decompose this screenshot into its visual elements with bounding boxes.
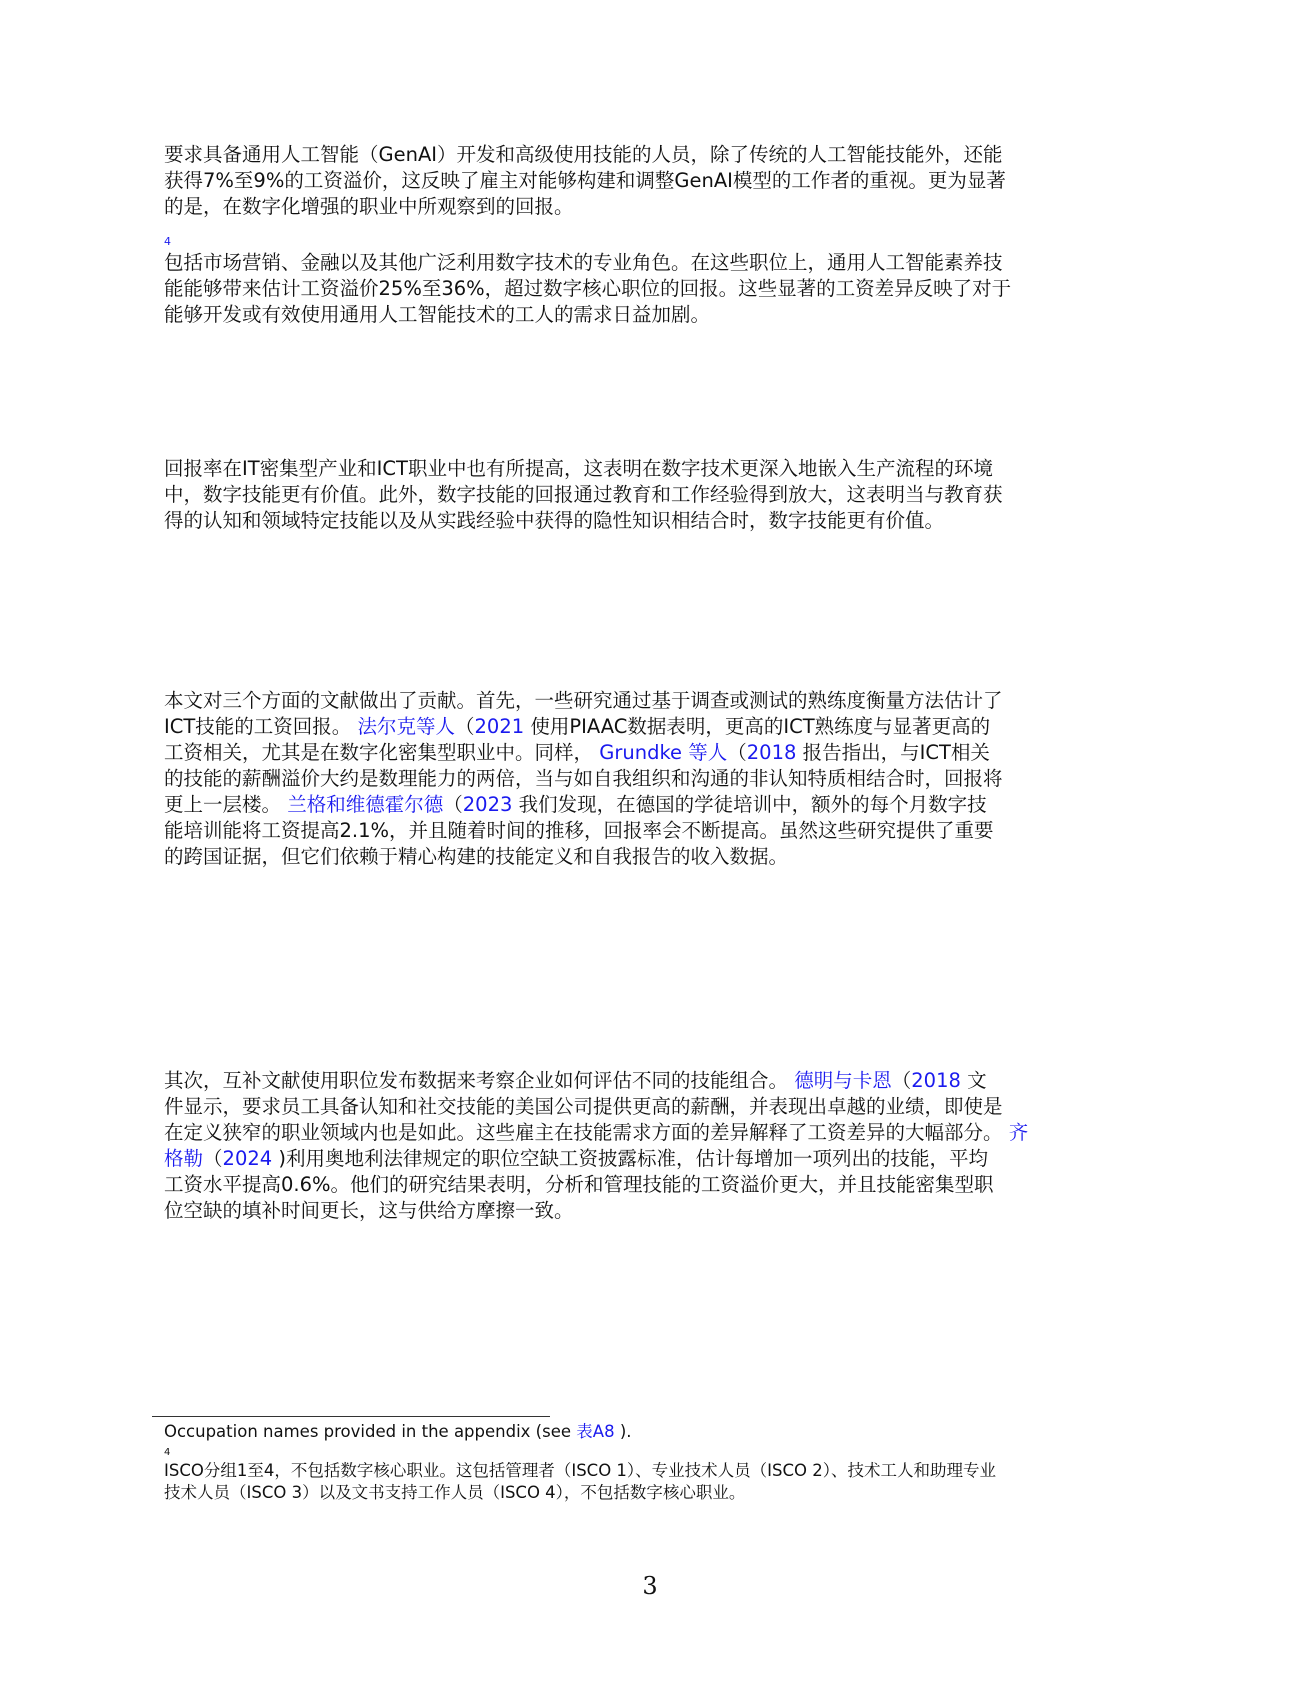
text-line: 要求具备通用人工智能（GenAI）开发和高级使用技能的人员，除了传统的人工智能技能外，还能 bbox=[164, 143, 1003, 166]
text-segment: 工资相关，尤其是在数字化密集型职业中。同样， bbox=[164, 741, 594, 764]
footnote-4 bbox=[164, 1460, 996, 1504]
footnote-divider bbox=[152, 1416, 550, 1417]
text-line: 得的认知和领域特定技能以及从实践经验中获得的隐性知识相结合时，数字技能更有价值。 bbox=[164, 509, 945, 532]
text-segment: ). bbox=[619, 1422, 632, 1441]
text-segment: 使用PIAAC数据表明，更高的ICT熟练度与显著更高的 bbox=[530, 715, 991, 738]
text-line: 的是，在数字化增强的职业中所观察到的回报。 bbox=[164, 195, 574, 218]
paragraph-it-intensive bbox=[164, 456, 1154, 534]
paragraph-literature-second bbox=[164, 1068, 1154, 1224]
text-line: 能够开发或有效使用通用人工智能技术的工人的需求日益加剧。 bbox=[164, 303, 711, 326]
paren: （ bbox=[443, 793, 463, 816]
citation-year-link[interactable]: 2024 bbox=[222, 1147, 273, 1170]
paragraph-genai-continuation bbox=[164, 250, 1154, 328]
text-line bbox=[164, 792, 1154, 818]
paren: （ bbox=[891, 1069, 912, 1092]
text-segment: Occupation names provided in the appendix (see bbox=[164, 1422, 572, 1441]
citation-author-link[interactable]: 德明与卡恩 bbox=[794, 1069, 892, 1092]
text-line: 技术人员（ISCO 3）以及文书支持工作人员（ISCO 4），不包括数字核心职业。 bbox=[164, 1483, 746, 1502]
text-line bbox=[164, 1120, 1154, 1146]
text-segment: 更上一层楼。 bbox=[164, 793, 282, 816]
citation-author-link[interactable]: Grundke 等人 bbox=[599, 741, 728, 764]
paren: （ bbox=[455, 715, 475, 738]
footnote-3 bbox=[164, 1421, 632, 1443]
citation-author-link[interactable]: 兰格和维德霍尔德 bbox=[287, 793, 444, 816]
text-line bbox=[164, 714, 1154, 740]
text-line: 工资水平提高0.6%。他们的研究结果表明，分析和管理技能的工资溢价更大，并且技能密集型职 bbox=[164, 1173, 994, 1196]
text-segment: 在定义狭窄的职业领域内也是如此。这些雇主在技能需求方面的差异解释了工资差异的大幅部分。 bbox=[164, 1121, 1003, 1144]
text-segment: ICT技能的工资回报。 bbox=[164, 715, 352, 738]
text-line bbox=[164, 1068, 1154, 1094]
text-segment: 其次，互补文献使用职位发布数据来考察企业如何评估不同的技能组合。 bbox=[164, 1069, 789, 1092]
text-line: 回报率在IT密集型产业和ICT职业中也有所提高，这表明在数字技术更深入地嵌入生产流程的环境 bbox=[164, 457, 993, 480]
text-line: 本文对三个方面的文献做出了贡献。首先，一些研究通过基于调查或测试的熟练度衡量方法估计了 bbox=[164, 689, 1003, 712]
text-segment: 报告指出，与ICT相关 bbox=[802, 741, 990, 764]
text-segment: 我们发现，在德国的学徒培训中，额外的每个月数字技 bbox=[518, 793, 987, 816]
text-line: 件显示，要求员工具备认知和社交技能的美国公司提供更高的薪酬，并表现出卓越的业绩，即使是 bbox=[164, 1095, 1003, 1118]
text-line: 位空缺的填补时间更长，这与供给方摩擦一致。 bbox=[164, 1199, 574, 1222]
text-segment: 文 bbox=[967, 1069, 987, 1092]
appendix-table-link[interactable]: 表A8 bbox=[576, 1422, 615, 1441]
text-line: 能培训能将工资提高2.1%，并且随着时间的推移，回报率会不断提高。虽然这些研究提供了重要 bbox=[164, 819, 994, 842]
paren: （ bbox=[727, 741, 747, 764]
text-line: 能能够带来估计工资溢价25%至36%，超过数字核心职位的回报。这些显著的工资差异反映了对于 bbox=[164, 277, 1012, 300]
text-line: 的跨国证据，但它们依赖于精心构建的技能定义和自我报告的收入数据。 bbox=[164, 845, 789, 868]
page-number: 3 bbox=[642, 1572, 658, 1600]
text-line: ISCO分组1至4，不包括数字核心职业。这包括管理者（ISCO 1）、专业技术人员（ISCO 2）、技术工人和助理专业 bbox=[164, 1461, 997, 1480]
citation-year-link[interactable]: 2023 bbox=[462, 793, 513, 816]
text-segment: )利用奥地利法律规定的职位空缺工资披露标准，估计每增加一项列出的技能，平均 bbox=[278, 1147, 988, 1170]
footnote-4-marker: 4 bbox=[164, 1447, 171, 1458]
citation-year-link[interactable]: 2018 bbox=[746, 741, 797, 764]
citation-author-link[interactable]: 法尔克等人 bbox=[357, 715, 455, 738]
text-line: 包括市场营销、金融以及其他广泛利用数字技术的专业角色。在这些职位上，通用人工智能素养技 bbox=[164, 251, 1003, 274]
paragraph-literature-first bbox=[164, 688, 1154, 870]
citation-year-link[interactable]: 2018 bbox=[911, 1069, 961, 1092]
citation-author-link[interactable]: 格勒 bbox=[164, 1147, 204, 1170]
text-line bbox=[164, 740, 1154, 766]
citation-year-link[interactable]: 2021 bbox=[474, 715, 525, 738]
text-line: 获得7%至9%的工资溢价，这反映了雇主对能够构建和调整GenAI模型的工作者的重视。更为显著 bbox=[164, 169, 1006, 192]
paren: （ bbox=[203, 1147, 223, 1170]
citation-author-link[interactable]: 齐 bbox=[1008, 1121, 1029, 1144]
text-line: 的技能的薪酬溢价大约是数理能力的两倍，当与如自我组织和沟通的非认知特质相结合时，回报将 bbox=[164, 767, 1003, 790]
paragraph-genai-premium bbox=[164, 142, 1154, 220]
text-line bbox=[164, 1146, 1154, 1172]
text-line: 中，数字技能更有价值。此外，数字技能的回报通过教育和工作经验得到放大，这表明当与教育获 bbox=[164, 483, 1003, 506]
footnote-marker-4[interactable]: 4 bbox=[164, 235, 171, 248]
